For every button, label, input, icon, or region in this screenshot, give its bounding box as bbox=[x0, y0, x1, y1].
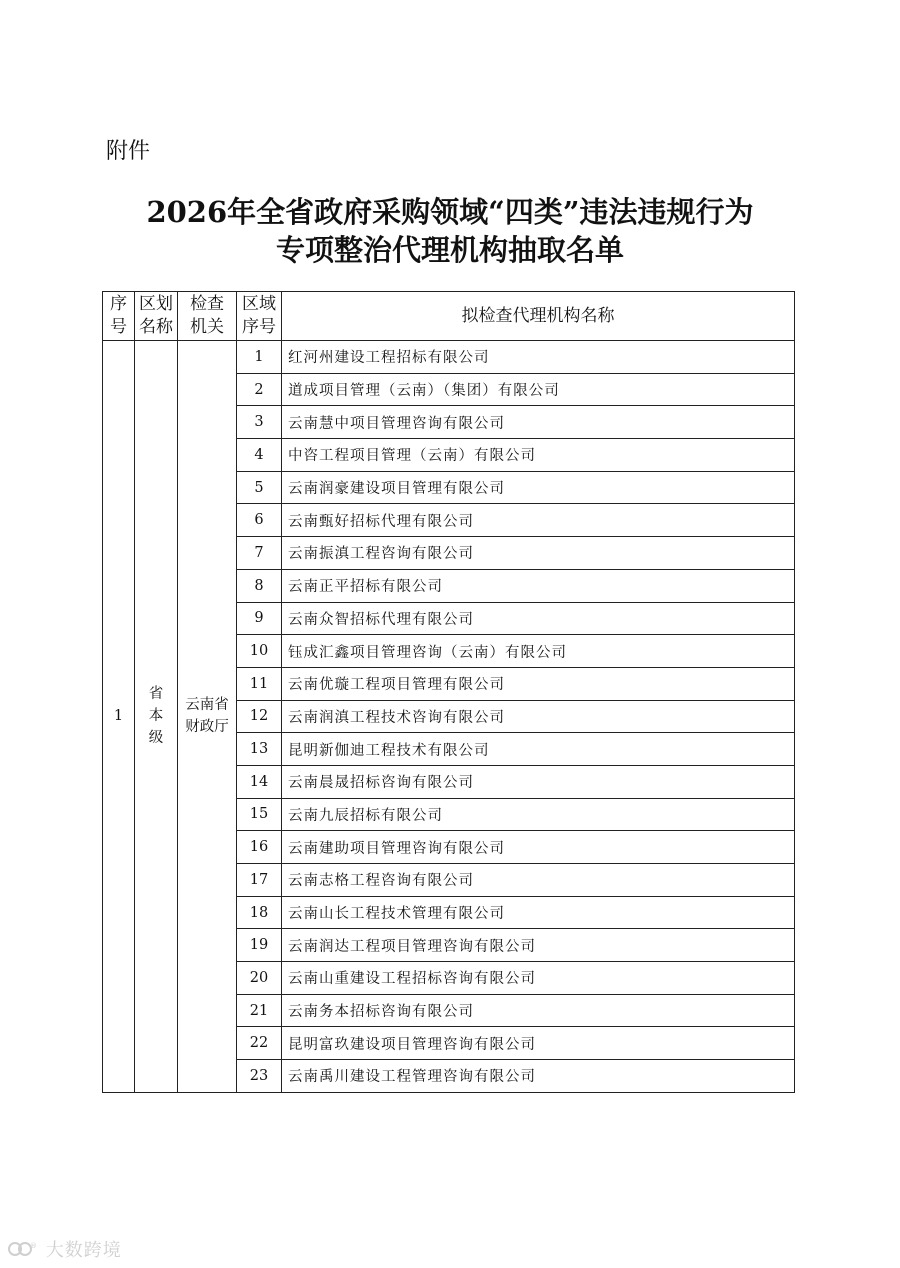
annex-label: 附件 bbox=[106, 139, 151, 164]
table-header-row bbox=[103, 292, 795, 341]
header-inspector-line-2: 机关 bbox=[190, 317, 224, 337]
agency-name-cell: 云南慧中项目管理咨询有限公司 bbox=[282, 406, 795, 439]
header-inspector-line-1: 检查 bbox=[190, 294, 224, 314]
svg-text:®: ® bbox=[30, 1241, 38, 1250]
region-seq-cell: 23 bbox=[237, 1060, 282, 1093]
agency-name-cell: 云南振滇工程咨询有限公司 bbox=[282, 537, 795, 570]
document-title-line-2: 专项整治代理机构抽取名单 bbox=[275, 233, 624, 267]
group-region-cell bbox=[135, 341, 178, 1093]
group-inspector-line: 财政厅 bbox=[185, 719, 229, 736]
region-seq-cell: 21 bbox=[237, 994, 282, 1027]
agency-name-cell: 云南众智招标代理有限公司 bbox=[282, 602, 795, 635]
region-seq-cell: 10 bbox=[237, 635, 282, 668]
header-agency: 拟检查代理机构名称 bbox=[282, 292, 795, 341]
group-inspector-cell bbox=[178, 341, 237, 1093]
agency-name-cell: 云南禹川建设工程管理咨询有限公司 bbox=[282, 1060, 795, 1093]
region-seq-cell: 9 bbox=[237, 602, 282, 635]
agency-name-cell: 云南润滇工程技术咨询有限公司 bbox=[282, 700, 795, 733]
agency-name-cell: 昆明富玖建设项目管理咨询有限公司 bbox=[282, 1027, 795, 1060]
header-seq-line-1: 序 bbox=[110, 294, 127, 314]
watermark bbox=[8, 1236, 122, 1263]
agency-table bbox=[102, 291, 795, 1093]
group-region-char: 省 bbox=[148, 686, 164, 703]
region-seq-cell: 1 bbox=[237, 341, 282, 374]
table-row bbox=[103, 341, 795, 374]
region-seq-cell: 12 bbox=[237, 700, 282, 733]
agency-name-cell: 钰成汇鑫项目管理咨询（云南）有限公司 bbox=[282, 635, 795, 668]
agency-name-cell: 云南九辰招标有限公司 bbox=[282, 798, 795, 831]
watermark-text: 大数跨境 bbox=[45, 1240, 122, 1261]
header-seq bbox=[103, 292, 135, 341]
header-region-line-2: 名称 bbox=[139, 317, 173, 337]
header-region-line-1: 区划 bbox=[139, 294, 173, 314]
header-inspector bbox=[178, 292, 237, 341]
agency-name-cell: 昆明新伽迪工程技术有限公司 bbox=[282, 733, 795, 766]
region-seq-cell: 22 bbox=[237, 1027, 282, 1060]
agency-name-cell: 云南山重建设工程招标咨询有限公司 bbox=[282, 962, 795, 995]
agency-name-cell: 云南润达工程项目管理咨询有限公司 bbox=[282, 929, 795, 962]
table-body bbox=[103, 341, 795, 1093]
header-region-seq-line-1: 区域 bbox=[242, 294, 276, 314]
region-seq-cell: 14 bbox=[237, 765, 282, 798]
group-region-char: 本 bbox=[148, 708, 164, 725]
header-seq-line-2: 号 bbox=[110, 317, 127, 337]
region-seq-cell: 4 bbox=[237, 439, 282, 472]
header-region bbox=[135, 292, 178, 341]
region-seq-cell: 3 bbox=[237, 406, 282, 439]
header-region-seq bbox=[237, 292, 282, 341]
region-seq-cell: 15 bbox=[237, 798, 282, 831]
region-seq-cell: 20 bbox=[237, 962, 282, 995]
agency-name-cell: 中咨工程项目管理（云南）有限公司 bbox=[282, 439, 795, 472]
region-seq-cell: 8 bbox=[237, 569, 282, 602]
region-seq-cell: 2 bbox=[237, 373, 282, 406]
agency-name-cell: 云南志格工程咨询有限公司 bbox=[282, 864, 795, 897]
watermark-logo-icon bbox=[8, 1240, 36, 1263]
region-seq-cell: 11 bbox=[237, 667, 282, 700]
agency-name-cell: 云南优璇工程项目管理有限公司 bbox=[282, 667, 795, 700]
agency-name-cell: 云南山长工程技术管理有限公司 bbox=[282, 896, 795, 929]
region-seq-cell: 18 bbox=[237, 896, 282, 929]
agency-name-cell: 云南甄好招标代理有限公司 bbox=[282, 504, 795, 537]
region-seq-cell: 19 bbox=[237, 929, 282, 962]
agency-name-cell: 云南务本招标咨询有限公司 bbox=[282, 994, 795, 1027]
agency-name-cell: 云南建助项目管理咨询有限公司 bbox=[282, 831, 795, 864]
group-seq-cell: 1 bbox=[103, 341, 135, 1093]
group-inspector-line: 云南省 bbox=[185, 697, 229, 714]
header-region-seq-line-2: 序号 bbox=[242, 317, 276, 337]
region-seq-cell: 7 bbox=[237, 537, 282, 570]
region-seq-cell: 16 bbox=[237, 831, 282, 864]
agency-name-cell: 云南正平招标有限公司 bbox=[282, 569, 795, 602]
agency-name-cell: 道成项目管理（云南）（集团）有限公司 bbox=[282, 373, 795, 406]
agency-name-cell: 云南晨晟招标咨询有限公司 bbox=[282, 765, 795, 798]
region-seq-cell: 13 bbox=[237, 733, 282, 766]
agency-name-cell: 云南润豪建设项目管理有限公司 bbox=[282, 471, 795, 504]
agency-name-cell: 红河州建设工程招标有限公司 bbox=[282, 341, 795, 374]
document-title-line-1: 2026年全省政府采购领域“四类”违法违规行为 bbox=[146, 195, 754, 229]
group-region-char: 级 bbox=[148, 730, 164, 747]
region-seq-cell: 17 bbox=[237, 864, 282, 897]
region-seq-cell: 5 bbox=[237, 471, 282, 504]
region-seq-cell: 6 bbox=[237, 504, 282, 537]
